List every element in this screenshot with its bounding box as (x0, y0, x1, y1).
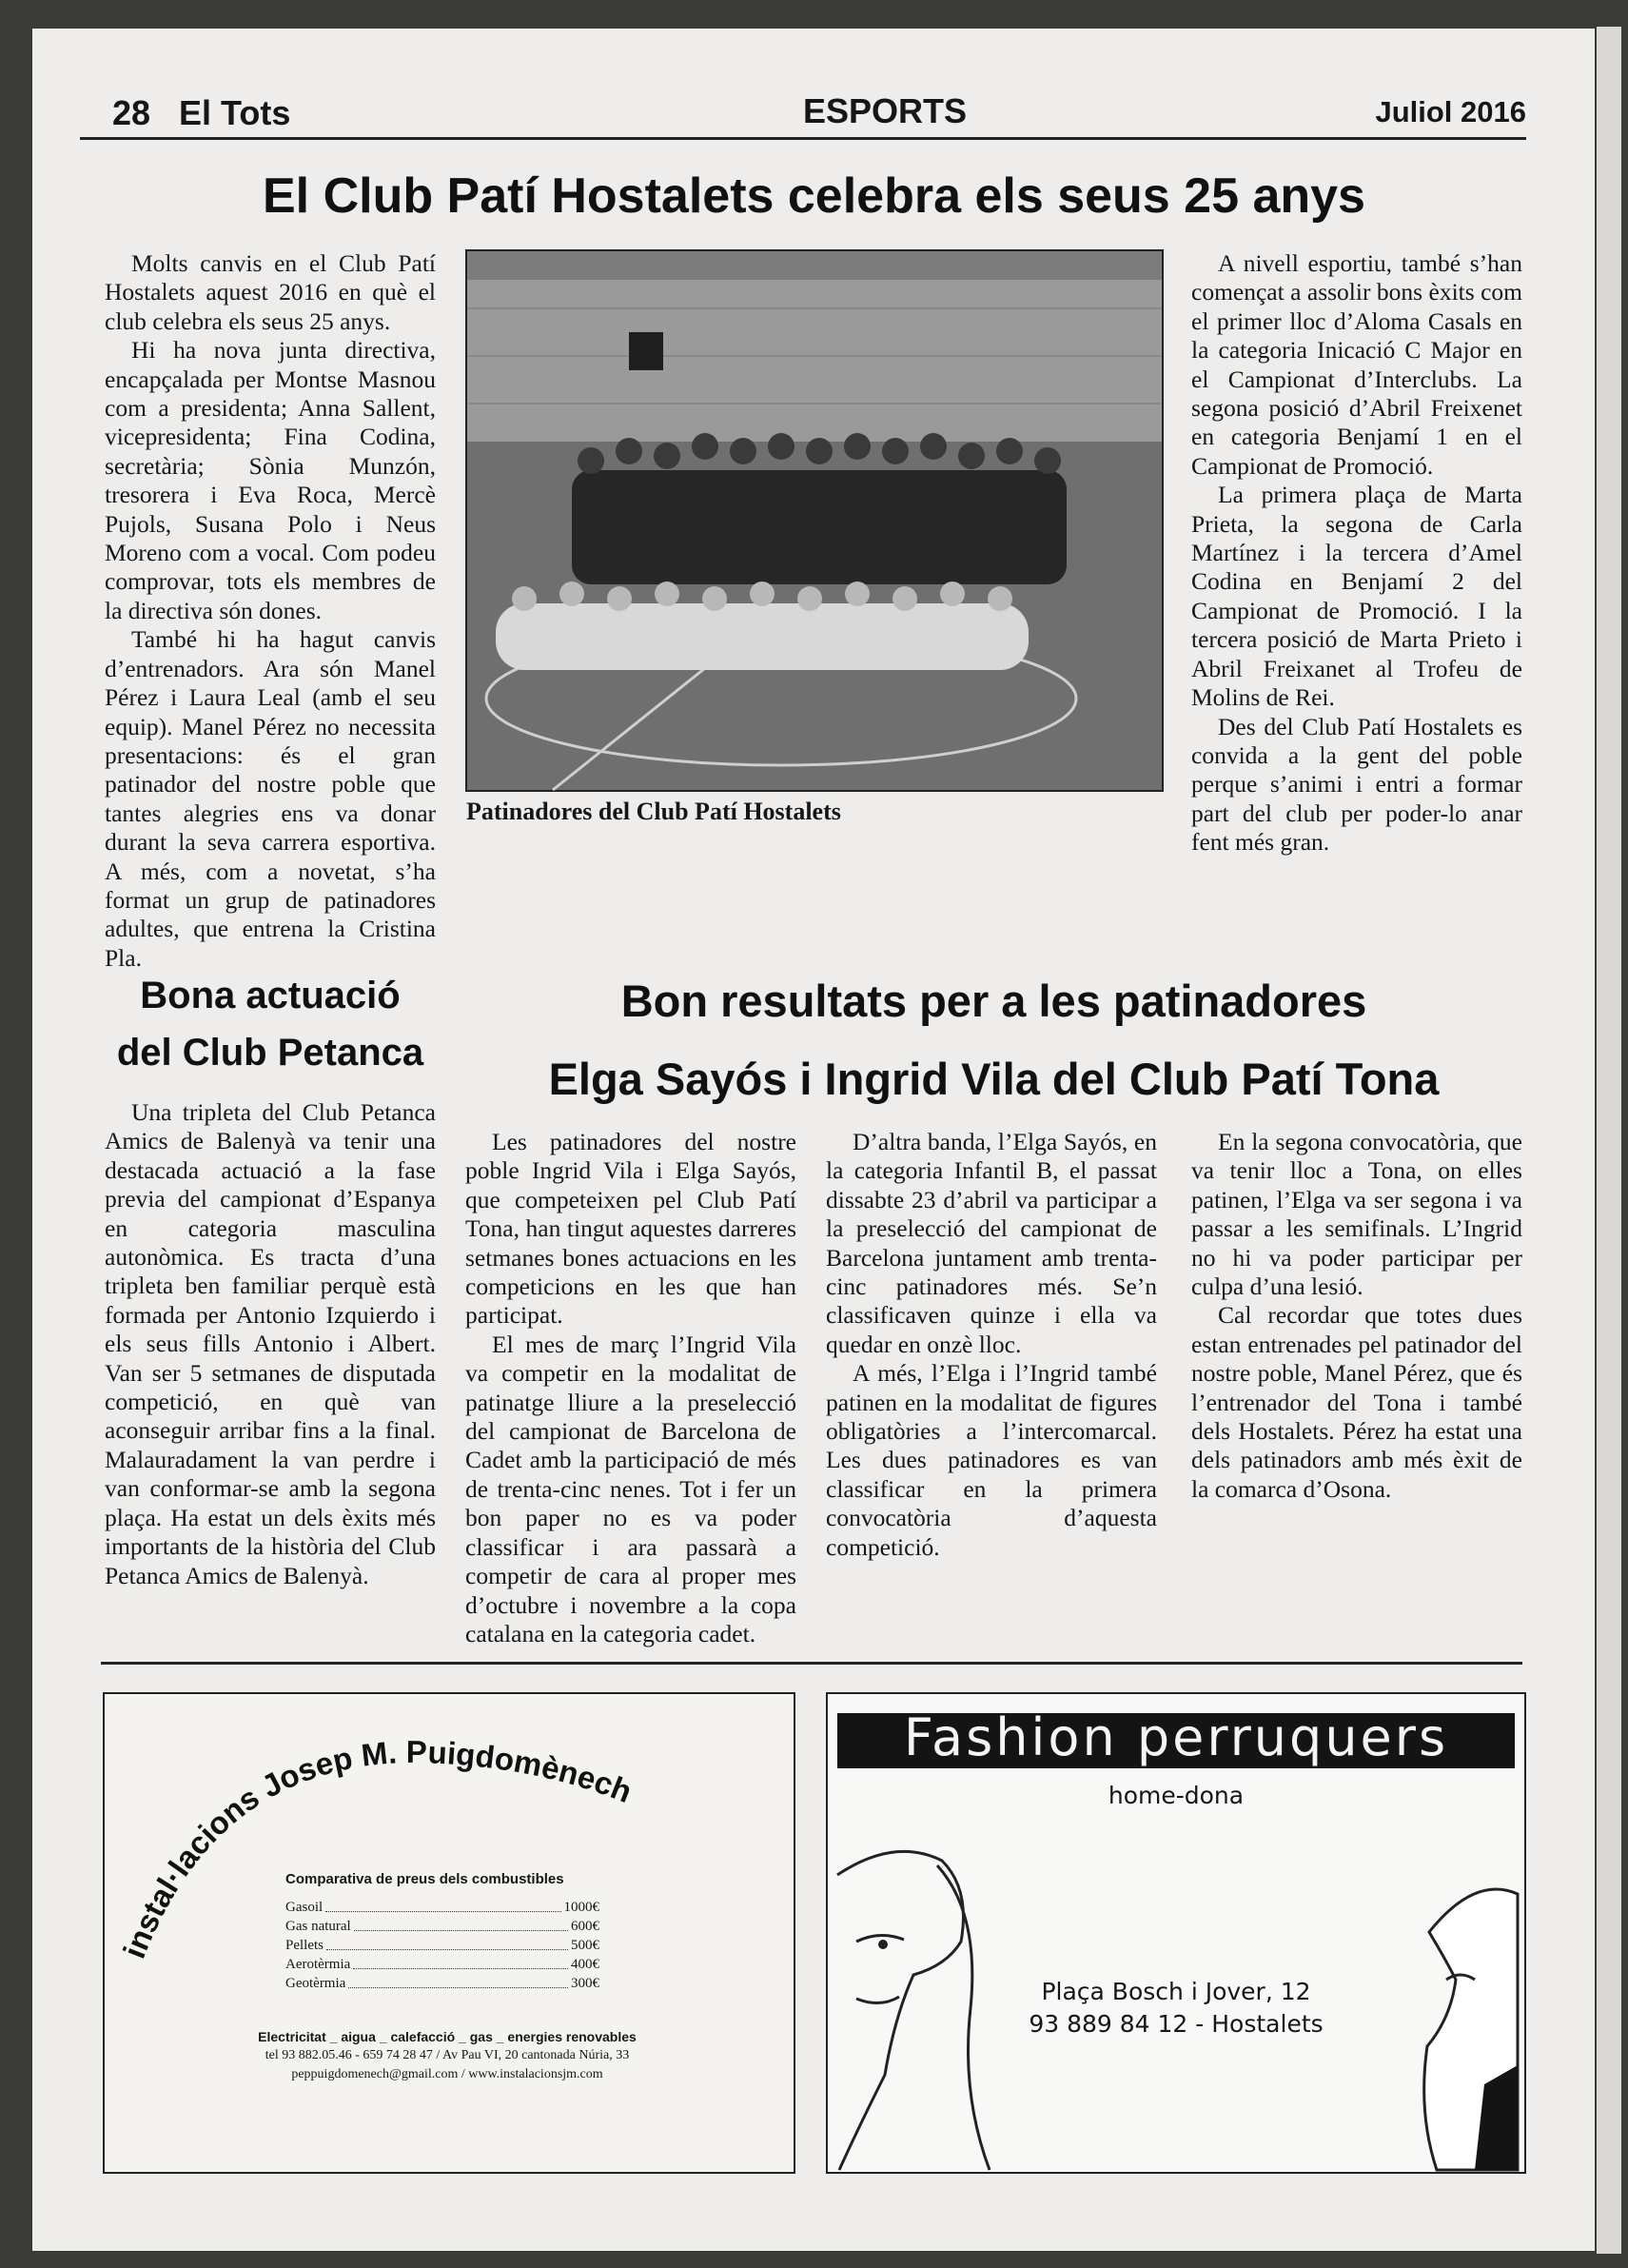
ad-installations-contact: tel 93 882.05.46 - 659 74 28 47 / Av Pau VI, 20 cantonada Núria, 33 (265, 2048, 630, 2062)
article-1-column-1 (105, 249, 436, 972)
photo-caption: Patinadores del Club Patí Hostalets (466, 798, 841, 825)
ad-installations-services: Electricitat _ aigua _ calefacció _ gas _ energies renovables (258, 2029, 637, 2044)
hairdresser-brand: Fashion perruquers (903, 1707, 1449, 1767)
issue-date: Juliol 2016 (1375, 95, 1526, 128)
paragraph: Molts canvis en el Club Patí Hostalets aquest 2016 en què el club celebra els seus 25 anys. (105, 249, 436, 335)
hairdresser-phone: 93 889 84 12 - Hostalets (1029, 2010, 1324, 2038)
fuel-price-table (285, 1898, 599, 1993)
fuel-name: Pellets (285, 1938, 324, 1953)
article-2-title-line-2: del Club Petanca (116, 1032, 424, 1074)
fuel-row (285, 1936, 599, 1955)
page-number: 28 (112, 93, 151, 132)
paragraph: També hi ha hagut canvis d’entrenadors. Ara són Manel Pérez i Laura Leal (amb el seu equip). Manel Pérez no necessita presentacions: és el gran patinador del nostre poble que tantes alegries ens va donar durant la seva carrera esportiva. A més, com a novetat, s’ha format un grup de patinadores adultes, que entrena la Cristina Pla. (105, 625, 436, 972)
fuel-name: Aerotèrmia (285, 1957, 351, 1972)
paragraph: Des del Club Patí Hostalets es convida a la gent del poble perque s’animi i entri a formar part del club per poder-lo anar fent més gran. (1191, 712, 1522, 857)
paragraph: D’altra banda, l’Elga Sayós, en la categoria Infantil B, el passat dissabte 23 d’abril va participar a la preselecció del campionat de Barcelona juntament amb trenta-cinc patinadores més. Se’n classificaven quinze i ella va quedar en onzè lloc. (826, 1128, 1157, 1358)
paragraph: El mes de març l’Ingrid Vila va competir en la modalitat de patinatge lliure a la preselecció del campionat de Barcelona de Cadet amb la participació de més de trenta-cinc nenes. Tot i fer un bon paper no es va poder classificar i ara passarà a competir de cara al proper mes d’octubre i novembre a la copa catalana en la categoria cadet. (465, 1330, 796, 1647)
fuel-table-title: Comparativa de preus dels combustibles (285, 1871, 564, 1887)
fuel-price: 1000€ (563, 1900, 599, 1915)
paragraph: A més, l’Elga i l’Ingrid també patinen en la modalitat de figures obligatòries a l’intercomarcal. Les dues patinadores es van classificar en la primera convocatòria d’aquesta competició. (826, 1359, 1157, 1561)
hairdresser-address: Plaça Bosch i Jover, 12 (1041, 1978, 1311, 2005)
article-2-column (105, 1098, 436, 1590)
fuel-name: Geotèrmia (285, 1976, 346, 1991)
article-3-column-2 (826, 1128, 1157, 1562)
team-photo-image (467, 251, 1162, 790)
fuel-row (285, 1974, 599, 1993)
ad-installations-brand: instal·lacions Josep M. Puigdomènech (116, 1733, 637, 1963)
ads-divider (101, 1662, 1522, 1665)
article-3-title-line-1: Bon resultats per a les patinadores (620, 976, 1367, 1026)
fuel-price: 500€ (571, 1938, 599, 1953)
ad-hairdresser (826, 1692, 1526, 2174)
article-3-title-line-2: Elga Sayós i Ingrid Vila del Club Patí Tona (548, 1054, 1440, 1104)
article-3-column-3 (1191, 1128, 1522, 1504)
fuel-name: Gasoil (285, 1900, 324, 1915)
paragraph: Hi ha nova junta directiva, encapçalada per Montse Masnou com a presidenta; Anna Sallent, vicepresidenta; Fina Codina, secretària; Sònia Munzón, tresorera i Eva Roca, Mercè Pujols, Susana Polo i Neus Moreno com a vocal. Com podeu comprovar, tots els membres de la directiva són dones. (105, 336, 436, 624)
article-1-column-4 (1191, 249, 1522, 858)
fuel-row (285, 1917, 599, 1936)
ad-installations (103, 1692, 795, 2174)
publication-name: El Tots (179, 93, 291, 132)
face-illustration (828, 1694, 1524, 2172)
paragraph: En la segona convocatòria, que va tenir lloc a Tona, on elles patinen, l’Elga va ser segona i va passar a les semifinals. L’Ingrid no hi va poder participar per culpa d’una lesió. (1191, 1128, 1522, 1301)
team-photo (465, 249, 1164, 792)
paragraph: La primera plaça de Marta Prieta, la segona de Carla Martínez i la tercera d’Amel Codina en Benjamí 2 del Campionat de Promoció. I la tercera posició de Marta Prieto i Abril Freixanet al Trofeu de Molins de Rei. (1191, 481, 1522, 712)
ad-installations-web: peppuigdomenech@gmail.com / www.instalacionsjm.com (291, 2067, 603, 2081)
fuel-price: 600€ (571, 1919, 599, 1934)
fuel-row (285, 1898, 599, 1917)
article-3-column-1 (465, 1128, 796, 1647)
paragraph: Cal recordar que totes dues estan entrenades pel patinador del nostre poble, Manel Pérez, que és l’entrenador del Tona i també dels Hostalets. Pérez ha estat una dels patinadors amb més èxit de la comarca d’Osona. (1191, 1301, 1522, 1503)
paragraph: Una tripleta del Club Petanca Amics de Balenyà va tenir una destacada actuació a la fase previa del campionat d’Espanya en categoria masculina autonòmica. Es tracta d’una tripleta ben familiar perquè està formada per Antonio Izquierdo i els seus fills Antonio i Albert. Van ser 5 setmanes de disputada competició, en què van aconseguir arribar fins a la final. Malauradament la van perdre i van conformar-se amb la segona plaça. Ha estat un dels èxits més importants de la història del Club Petanca Amics de Balenyà. (105, 1098, 436, 1589)
section-name: ESPORTS (803, 91, 968, 130)
next-page-edge (1597, 27, 1621, 2254)
fuel-name: Gas natural (285, 1919, 351, 1934)
fuel-price: 300€ (571, 1976, 599, 1991)
fuel-row (285, 1955, 599, 1974)
paragraph: Les patinadores del nostre poble Ingrid Vila i Elga Sayós, que competeixen pel Club Patí Tona, han tingut aquestes darreres setmanes bones actuacions en les competicions en les que han participat. (465, 1128, 796, 1330)
paragraph: A nivell esportiu, també s’han començat a assolir bons èxits com el primer lloc d’Aloma Casals en la categoria Inicació C Major en el Campionat d’Interclubs. La segona posició d’Abril Freixenet en categoria Benjamí 1 en el Campionat de Promoció. (1191, 249, 1522, 480)
fuel-price: 400€ (571, 1957, 599, 1972)
page-header (80, 67, 1526, 140)
article-1-title: El Club Patí Hostalets celebra els seus 25 anys (263, 168, 1365, 224)
article-2-title-line-1: Bona actuació (140, 975, 401, 1016)
hairdresser-subtitle: home-dona (1108, 1782, 1245, 1809)
